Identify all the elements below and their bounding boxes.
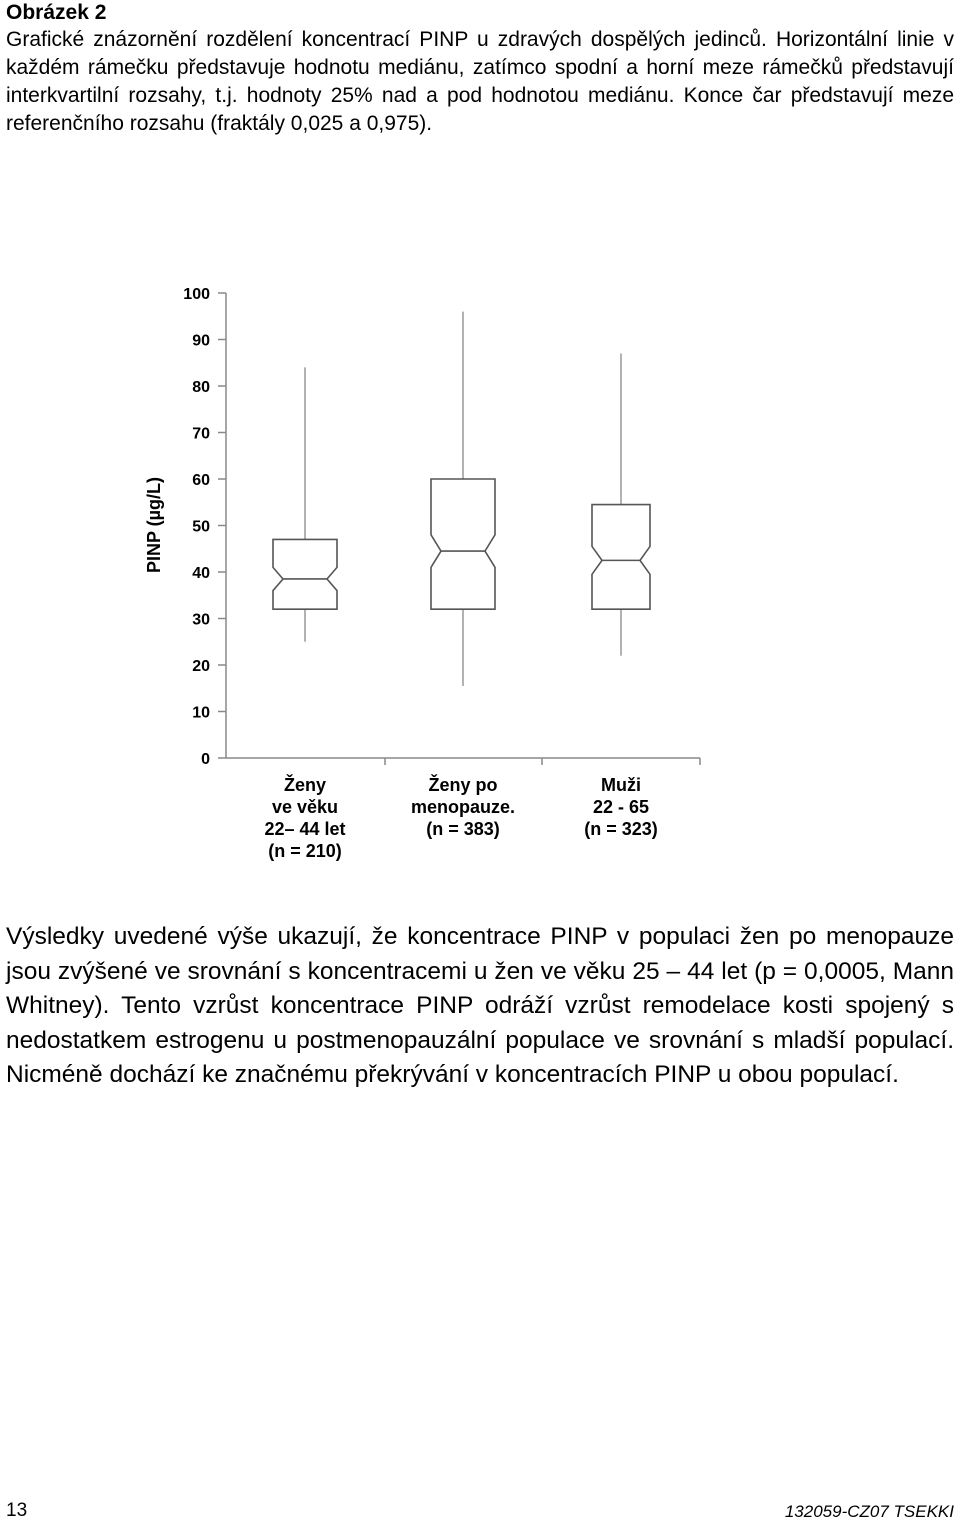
y-tick-label: 10 [192, 704, 210, 722]
y-tick-label: 20 [192, 658, 210, 675]
y-tick-label: 50 [192, 518, 210, 536]
boxplot-svg [0, 260, 960, 880]
y-tick-label: 40 [192, 565, 210, 582]
y-tick-label: 90 [192, 332, 210, 350]
results-paragraph: Výsledky uvedené výše ukazují, že koncentrace PINP v populaci žen po menopauze jsou zvýšené ve srovnání s koncentracemi u žen ve věku 25 – 44 let (p = 0,0005, Mann Whitney). Tento vzrůst koncentrace PINP odráží vzrůst remodelace kosti spojený s nedostatkem estrogenu u postmenopauzální populace ve srovnání s mladší populací. Nicméně dochází ke značnému překrývání v koncentracích PINP u obou populací. [6, 923, 954, 1088]
category-label-line: Muži [601, 775, 641, 795]
category-label-line: ve věku [271, 797, 339, 817]
y-tick-label: 0 [201, 751, 210, 768]
page-number: 13 [6, 1500, 28, 1521]
category-label-line: Ženy po [428, 775, 498, 795]
y-tick-label: 60 [192, 472, 210, 489]
y-tick-label: 30 [192, 611, 210, 629]
y-tick-label: 100 [183, 286, 210, 303]
y-axis-label: PINP (µg/L) [144, 476, 164, 574]
document-code: 132059-CZ07 TSEKKI [784, 1502, 954, 1521]
category-label-line: (n = 210) [268, 841, 342, 861]
box-1 [273, 539, 337, 609]
figure-caption: Grafické znázornění rozdělení koncentrací PINP u zdravých dospělých jedinců. Horizontální linie v každém rámečku představuje hodnotu mediánu, zatímco spodní a horní meze rámečků představují interkvartilní rozsahy, t.j. hodnoty 25% nad a pod hodnotou mediánu. Konce čar představují meze referenčního rozsahu (fraktály 0,025 a 0,975). [6, 28, 954, 135]
y-tick-label: 70 [192, 425, 210, 443]
y-tick-label: 80 [192, 379, 210, 396]
category-label-line: (n = 383) [426, 819, 500, 839]
category-label-line: Ženy [283, 775, 327, 795]
box-2 [431, 479, 495, 609]
boxplot-chart [0, 260, 960, 880]
category-label-line: 22– 44 let [264, 819, 346, 839]
box-3 [592, 505, 650, 610]
figure-title: Obrázek 2 [6, 1, 107, 24]
category-label-line: menopauze. [410, 797, 516, 817]
category-label-line: 22 - 65 [592, 797, 650, 817]
category-label-line: (n = 323) [584, 819, 658, 839]
